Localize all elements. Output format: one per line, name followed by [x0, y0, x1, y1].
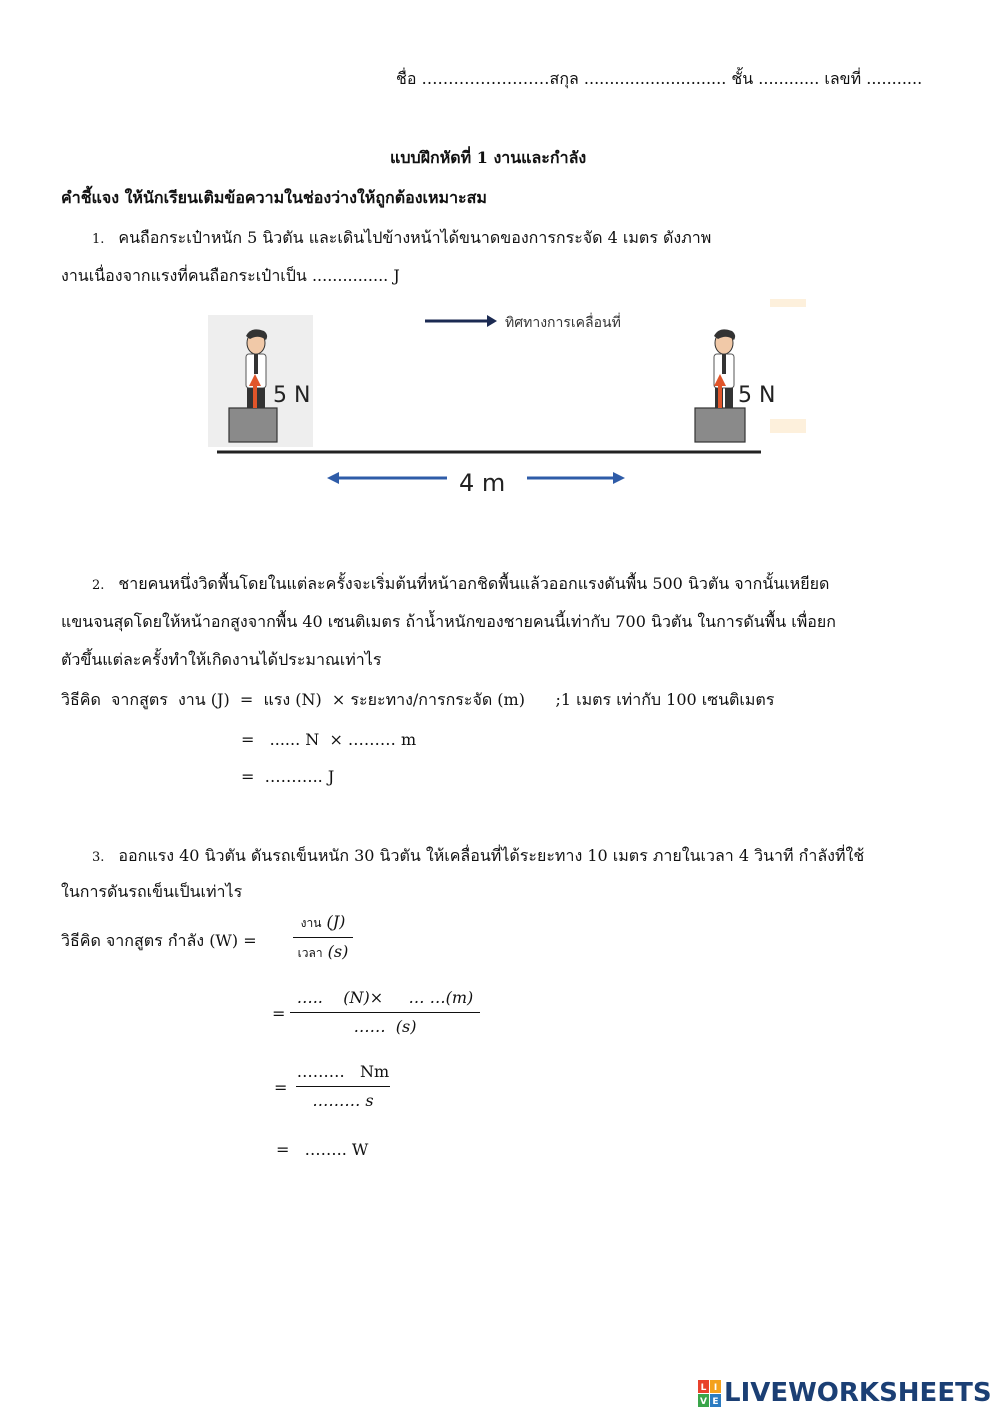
suitcase-left	[229, 408, 277, 442]
fraction-step-3	[296, 1060, 390, 1113]
force-label-right: 5 N	[738, 383, 776, 408]
q2-text: ชายคนหนึ่งวิดพื้นโดยในแต่ละครั้งจะเริ่มต้นที่หน้าอกชิดพื้นแล้วออกแรงดันพื้น 500 นิวตัน จากนั้นเหยียด	[118, 574, 830, 593]
logo-letter-e: E	[712, 1397, 719, 1407]
q2-step1: = ...... N × ……… m	[241, 730, 417, 749]
step3-denominator: ……… s	[312, 1091, 374, 1110]
worksheet-title: แบบฝึกหัดที่ 1 งานและกำลัง	[390, 148, 587, 167]
q3-number: 3.	[92, 850, 105, 865]
logo-letter-l: L	[700, 1383, 707, 1393]
decor-mark-bottom	[770, 419, 806, 433]
q1-number: 1.	[92, 232, 105, 247]
step2-denominator: …… (s)	[353, 1017, 417, 1036]
q3-method: วิธีคิด จากสูตร กำลัง (W) =	[61, 931, 257, 950]
work-word: งาน	[300, 916, 322, 930]
step2-numerator: ….. (N)× … …(m)	[296, 988, 474, 1007]
fraction-step-2	[290, 986, 480, 1039]
person-right	[714, 329, 735, 418]
q2-line1	[92, 573, 829, 597]
time-word: เวลา	[297, 946, 323, 960]
direction-arrow	[425, 315, 497, 327]
logo-letter-v: V	[700, 1397, 707, 1407]
name-line: ชื่อ ……………………สกุล ............................ ชั้น ............ เลขที่ ...........	[396, 69, 923, 88]
equals-2: =	[272, 1004, 286, 1023]
q1-line1	[92, 227, 711, 251]
q1-text: คนถือกระเป๋าหนัก 5 นิวตัน และเดินไปข้างหน้าได้ขนาดของการกระจัด 4 เมตร ดังภาพ	[118, 228, 712, 247]
formula-power-fraction	[293, 910, 353, 965]
step3-numerator-unit: Nm	[360, 1062, 390, 1081]
q2-method: วิธีคิด จากสูตร งาน (J) = แรง (N) × ระยะทาง/การกระจัด (m) ;1 เมตร เท่ากับ 100 เซนติเมตร	[61, 690, 775, 709]
step3-numerator-dots: ………	[296, 1062, 345, 1081]
q2-line2: แขนจนสุดโดยให้หน้าอกสูงจากพื้น 40 เซนติเมตร ถ้าน้ำหนักของชายคนนี้เท่ากับ 700 นิวตัน ในการดันพื้น เพื่อยก	[61, 612, 836, 631]
suitcase-right	[695, 408, 745, 442]
fraction-bar	[293, 937, 353, 938]
decor-mark-top	[770, 299, 806, 307]
q2-number: 2.	[92, 578, 105, 593]
q3-line1	[92, 845, 864, 869]
work-unit: (J)	[326, 912, 346, 931]
q2-step2: = ……….. J	[241, 767, 335, 786]
instruction: คำชี้แจง ให้นักเรียนเติมข้อความในช่องว่างให้ถูกต้องเหมาะสม	[61, 188, 487, 207]
liveworksheets-logo-text[interactable]: LIVEWORKSHEETS	[724, 1378, 992, 1408]
force-label-left: 5 N	[273, 383, 311, 408]
q2-line3: ตัวขึ้นแต่ละครั้งทำให้เกิดงานได้ประมาณเท่าไร	[61, 650, 382, 669]
q3-line2: ในการดันรถเข็นเป็นเท่าไร	[61, 882, 243, 901]
q3-final: = …….. W	[276, 1140, 369, 1159]
distance-label: 4 m	[459, 469, 506, 497]
fraction-bar-3	[296, 1086, 390, 1087]
fraction-bar-2	[290, 1012, 480, 1013]
q1-line2: งานเนื่องจากแรงที่คนถือกระเป๋าเป็น ............... J	[61, 266, 400, 285]
liveworksheets-logo-icon	[698, 1378, 722, 1410]
direction-label: ทิศทางการเคลื่อนที่	[505, 315, 621, 331]
time-unit: (s)	[327, 942, 349, 961]
q3-text: ออกแรง 40 นิวตัน ดันรถเข็นหนัก 30 นิวตัน ให้เคลื่อนที่ได้ระยะทาง 10 เมตร ภายในเวลา 4 วินาที กำลังที่ใช้	[118, 846, 865, 865]
logo-letter-i: I	[713, 1383, 718, 1393]
equals-3: =	[274, 1078, 288, 1097]
q1-figure	[205, 296, 815, 501]
